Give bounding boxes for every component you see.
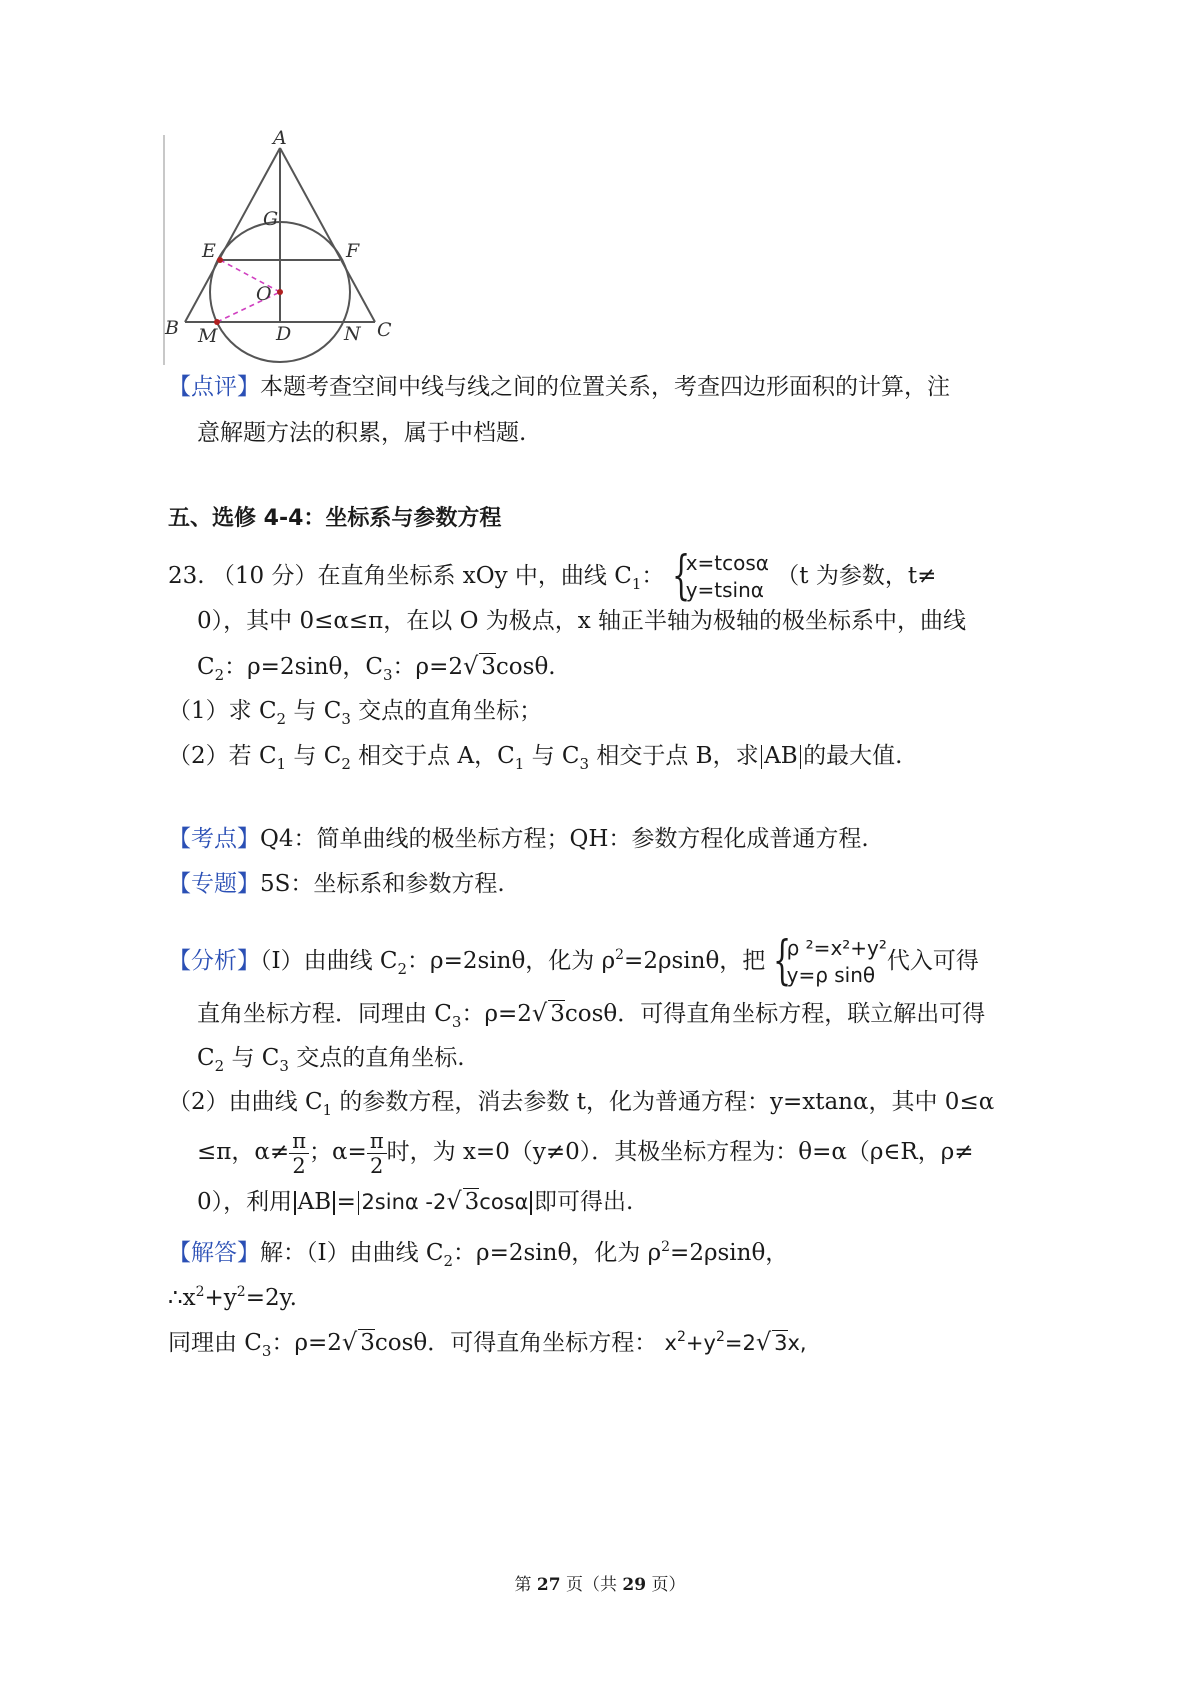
fraction-pi-over-2: [367, 1129, 387, 1178]
jieda-l2a-sup: 2: [195, 1284, 205, 1300]
jieda-l1b-sup: 2: [661, 1239, 671, 1255]
problem-colon: ：: [641, 563, 665, 589]
fenxi-l4a: （2）由曲线 C: [168, 1089, 323, 1115]
kaodian-text: Q4：简单曲线的极坐标方程；QH：参数方程化成普通方程.: [260, 826, 869, 852]
label-a: A: [273, 130, 287, 149]
q2-text-c: 相交于点 A，C: [350, 743, 515, 769]
jieda-l2a: ∴x: [168, 1285, 196, 1311]
fenxi-line-1: [168, 930, 979, 994]
fenxi-l3b-sub: 3: [279, 1057, 289, 1075]
fenxi-system-line-1: ρ ²=x²+y²: [786, 936, 887, 960]
label-f: F: [346, 240, 360, 262]
fenxi-line-4: [168, 1087, 994, 1125]
point-e: [217, 257, 223, 263]
q2-ab: AB: [764, 743, 798, 769]
sqrt-icon: √: [341, 1328, 358, 1356]
problem-line-2: [197, 606, 966, 636]
jieda-l3-radicand: 3: [360, 1330, 375, 1356]
side-ac: [280, 148, 375, 322]
problem-number: 23.: [168, 563, 205, 589]
problem-text-1-tail: （t 为参数，t≠: [776, 563, 937, 589]
page-number: 27: [536, 1575, 561, 1595]
fenxi-line-2: [197, 998, 985, 1037]
q2-text-d: 与 C: [524, 743, 580, 769]
question-2: [168, 741, 902, 779]
abs-bar-left: [358, 1191, 360, 1215]
jieda-l3d-sup: 2: [676, 1329, 686, 1345]
jieda-l3a-sub: 3: [261, 1342, 272, 1360]
frac-denominator: 2: [370, 1153, 384, 1178]
jieda-l3a: 同理由 C: [168, 1330, 262, 1356]
q2-sub-a: 1: [276, 755, 287, 773]
sqrt-icon: √: [462, 652, 479, 680]
fenxi-l2-radicand: 3: [550, 1001, 565, 1027]
fenxi-l5b: ；α=: [309, 1139, 367, 1165]
problem-line-3: [197, 651, 556, 690]
q1-text-a: （1）求 C: [168, 698, 277, 724]
jieda-l3g: x,: [787, 1331, 807, 1355]
sqrt-radicand: 3: [481, 654, 496, 680]
polar-conversion-system: [772, 931, 887, 991]
fenxi-l3a-sub: 2: [214, 1057, 225, 1075]
fenxi-line-3: [197, 1043, 465, 1081]
sqrt-icon: √: [755, 1328, 772, 1356]
fenxi-line-5: [197, 1126, 974, 1178]
jieda-l3e-sup: 2: [715, 1329, 725, 1345]
q2-text-g: 的最大值.: [803, 743, 903, 769]
fraction-pi-over-2: [289, 1129, 309, 1178]
footer-suffix: 页）: [646, 1575, 686, 1595]
c2-label: C: [197, 654, 215, 680]
fenxi-l6d: 2sinα -2: [361, 1190, 447, 1214]
point-o: [277, 289, 283, 295]
footer-middle: 页（共: [560, 1575, 623, 1595]
fenxi-l1a: （I）由曲线 C: [260, 948, 398, 974]
jieda-line-1: [168, 1232, 788, 1276]
abs-bar-left: [294, 1191, 296, 1215]
comment-line-2: [197, 418, 526, 448]
label-e: E: [202, 240, 216, 262]
fenxi-l3a: C: [197, 1045, 215, 1071]
q2-sub-b: 2: [341, 755, 351, 773]
page-total: 29: [622, 1575, 647, 1595]
fenxi-l6b: AB: [297, 1189, 332, 1215]
fenxi-l2b: ：ρ=2: [461, 1001, 532, 1027]
jieda-line-2: [168, 1277, 297, 1313]
fenxi-l1d: 代入可得: [886, 948, 979, 974]
c3-subscript: 3: [383, 666, 393, 684]
jieda-l3e: +y: [685, 1331, 716, 1355]
comment-text-2: 意解题方法的积累，属于中档题.: [197, 420, 527, 446]
frac-numerator: π: [367, 1129, 387, 1154]
q2-text-b: 与 C: [286, 743, 342, 769]
problem-line-1: [168, 546, 937, 609]
q1-text-c: 交点的直角坐标；: [350, 698, 543, 724]
curve-c1-system: [671, 546, 769, 606]
system-line-1: x=tcosα: [685, 551, 769, 575]
label-m: M: [198, 325, 218, 347]
jieda-l3f: =2: [724, 1331, 756, 1355]
jieda-l2b-sup: 2: [236, 1284, 246, 1300]
q2-text-a: （2）若 C: [168, 743, 277, 769]
fenxi-l1c: =2ρsinθ，把: [624, 948, 766, 974]
q2-sub-c: 1: [514, 755, 525, 773]
jieda-l2b: +y: [204, 1285, 237, 1311]
zhuanti-text: 5S：坐标系和参数方程.: [260, 871, 505, 897]
fenxi-line-6: [197, 1186, 633, 1217]
sqrt-icon: √: [446, 1187, 462, 1215]
c3-equation-start: ：ρ=2: [392, 654, 463, 680]
jieda-l1c: =2ρsinθ，: [670, 1240, 789, 1266]
c2-subscript: 2: [214, 666, 225, 684]
kaodian-line: [168, 824, 869, 854]
fenxi-l2a: 直角坐标方程．同理由 C: [197, 1001, 452, 1027]
label-g: G: [263, 208, 279, 230]
fenxi-l5a: ≤π，α≠: [197, 1139, 290, 1165]
problem-text-2: 0），其中 0≤α≤π，在以 O 为极点，x 轴正半轴为极轴的极坐标系中，曲线: [197, 608, 967, 634]
abs-bar-right: [800, 745, 802, 769]
question-1: [168, 696, 542, 734]
comment-tag: 【点评】: [168, 374, 260, 400]
fenxi-l5c: 时，为 x=0（y≠0）．其极坐标方程为：θ=α（ρ∈R，ρ≠: [386, 1139, 974, 1165]
jieda-l3-radicand-2: 3: [774, 1331, 788, 1355]
abs-bar-right: [530, 1191, 532, 1215]
jieda-l1a-sub: 2: [443, 1252, 454, 1270]
problem-text-1: 在直角坐标系 xOy 中，曲线 C: [317, 563, 632, 589]
label-n: N: [344, 323, 361, 345]
footer-prefix: 第: [514, 1575, 537, 1595]
jieda-l3d: x: [664, 1331, 677, 1355]
system-line-2: y=tsinα: [685, 578, 764, 602]
c2-equation: ：ρ=2sinθ，C: [224, 654, 383, 680]
fenxi-l2a-sub: 3: [451, 1013, 462, 1031]
fenxi-l2c: cosθ．可得直角坐标方程，联立解出可得: [564, 1001, 986, 1027]
jieda-l3b: ：ρ=2: [271, 1330, 342, 1356]
comment-line-1: [168, 372, 950, 402]
system-brace-icon: {: [671, 546, 690, 606]
fenxi-l3c: 交点的直角坐标.: [288, 1045, 465, 1071]
fenxi-l4a-sub: 1: [322, 1101, 333, 1119]
abs-bar-left: [761, 745, 763, 769]
q1-sub-a: 2: [276, 710, 287, 728]
fenxi-system-line-2: y=ρ sinθ: [786, 963, 876, 987]
system-brace-icon: {: [772, 931, 791, 991]
fenxi-l6c: =: [336, 1189, 356, 1215]
c3-equation-end: cosθ.: [495, 654, 556, 680]
q2-sub-d: 3: [579, 755, 590, 773]
jieda-l2c: =2y.: [245, 1285, 297, 1311]
fenxi-l1b-sup: 2: [615, 947, 625, 963]
label-c: C: [377, 319, 392, 341]
section-heading: [168, 504, 501, 534]
kaodian-tag: 【考点】: [168, 826, 260, 852]
fenxi-l1b: ：ρ=2sinθ，化为 ρ: [407, 948, 616, 974]
jieda-tag: 【解答】: [168, 1240, 260, 1266]
label-b: B: [165, 317, 179, 339]
c1-subscript: 1: [631, 575, 642, 593]
frac-numerator: π: [289, 1129, 309, 1154]
zhuanti-tag: 【专题】: [168, 871, 260, 897]
jieda-l1b: ：ρ=2sinθ，化为 ρ: [453, 1240, 662, 1266]
fenxi-l1a-sub: 2: [397, 960, 408, 978]
abs-bar-right: [333, 1191, 335, 1215]
zhuanti-line: [168, 869, 505, 899]
q1-sub-b: 3: [341, 710, 351, 728]
fenxi-l6a: 0），利用: [197, 1189, 293, 1215]
jieda-l3c: cosθ．可得直角坐标方程：: [374, 1330, 658, 1356]
label-d: D: [276, 323, 292, 345]
geometry-figure: [160, 130, 410, 370]
figure-svg: [160, 130, 410, 370]
jieda-l1a: 解：（I）由曲线 C: [260, 1240, 444, 1266]
fenxi-tag: 【分析】: [168, 948, 260, 974]
jieda-line-3: [168, 1322, 807, 1366]
frac-denominator: 2: [292, 1153, 306, 1178]
fenxi-l6-radicand: 3: [464, 1189, 480, 1215]
sqrt-icon: √: [531, 999, 548, 1027]
q2-text-e: 相交于点 B，求: [589, 743, 759, 769]
fenxi-l6e: cosα: [479, 1190, 529, 1214]
cartesian-equation: [664, 1328, 807, 1356]
fenxi-l6f: 即可得出.: [533, 1189, 634, 1215]
section-title: 五、选修 4-4：坐标系与参数方程: [168, 506, 502, 531]
fenxi-l4b: 的参数方程，消去参数 t，化为普通方程：y=xtanα，其中 0≤α: [332, 1089, 995, 1115]
comment-text-1: 本题考查空间中线与线之间的位置关系，考查四边形面积的计算，注: [260, 374, 950, 400]
page-footer: [0, 1570, 1200, 1595]
problem-score: （10 分）: [211, 563, 318, 589]
fenxi-l3b: 与 C: [224, 1045, 280, 1071]
q1-text-b: 与 C: [286, 698, 342, 724]
label-o: O: [256, 283, 272, 305]
